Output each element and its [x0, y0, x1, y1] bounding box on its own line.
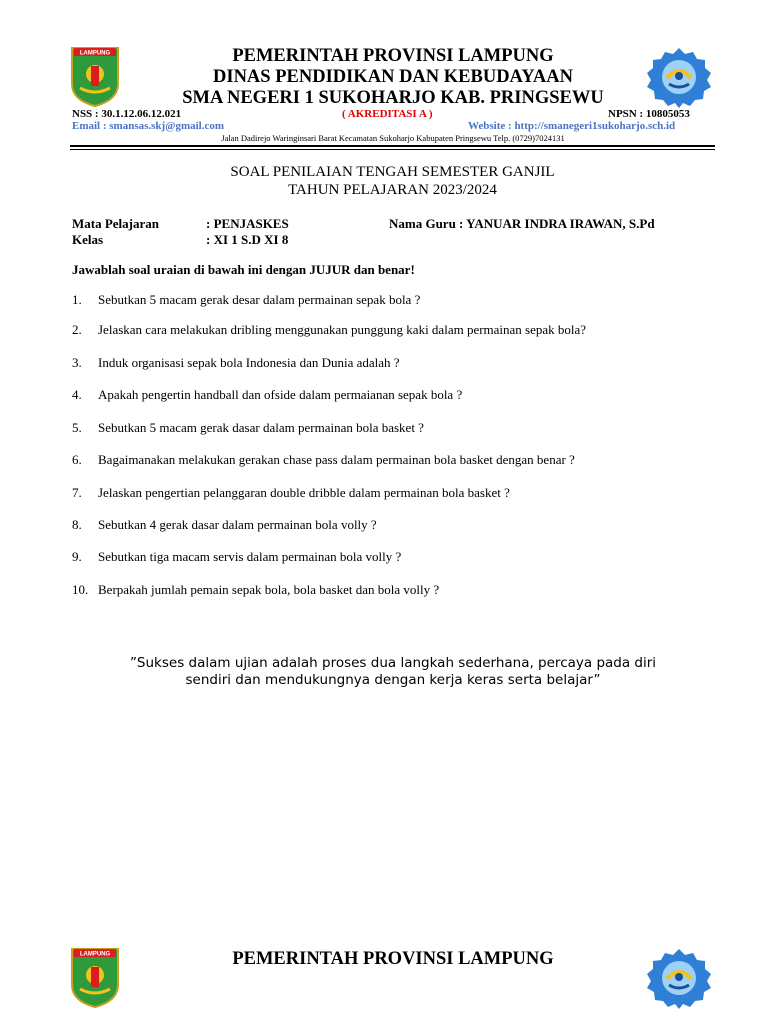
lampung-emblem-icon [70, 44, 120, 108]
lampung-emblem-icon [70, 945, 120, 1009]
question-item: 3. Induk organisasi sepak bola Indonesia dan Dunia adalah ? [72, 355, 400, 370]
quote-line-1: ”Sukses dalam ujian adalah proses dua langkah sederhana, percaya pada diri [129, 655, 657, 671]
question-item: 2. Jelaskan cara melakukan dribling menggunakan punggung kaki dalam permainan sepak bola? [72, 322, 587, 337]
question-item: 7. Jelaskan pengertian pelanggaran double dribble dalam permainan bola basket ? [72, 485, 510, 500]
header-school: SMA NEGERI 1 SUKOHARJO KAB. PRINGSEWU [182, 88, 604, 108]
accreditation: ( AKREDITASI A ) [342, 108, 433, 120]
header-divider [70, 145, 715, 147]
subject-label: Mata Pelajaran [72, 216, 160, 231]
subject-value: : PENJASKES [206, 216, 289, 231]
exam-year: TAHUN PELAJARAN 2023/2024 [288, 182, 497, 198]
question-item: 1. Sebutkan 5 macam gerak desar dalam permainan sepak bola ? [72, 292, 421, 307]
header-department: DINAS PENDIDIKAN DAN KEBUDAYAAN [213, 67, 573, 87]
question-item: 6. Bagaimanakan melakukan gerakan chase pass dalam permainan bola basket dengan benar ? [72, 452, 575, 467]
email-link[interactable]: Email : smansas.skj@gmail.com [72, 120, 225, 132]
next-page-header-government: PEMERINTAH PROVINSI LAMPUNG [232, 949, 554, 969]
question-item: 10. Berpakah jumlah pemain sepak bola, bola basket dan bola volly ? [72, 582, 440, 597]
class-value: : XI 1 S.D XI 8 [206, 232, 289, 247]
lampung-logo-text: LAMPUNG [79, 50, 111, 57]
website-link[interactable]: Website : http://smanegeri1sukoharjo.sch.id [468, 120, 676, 132]
header-government: PEMERINTAH PROVINSI LAMPUNG [232, 46, 554, 66]
teacher-name: Nama Guru : YANUAR INDRA IRAWAN, S.Pd [389, 216, 655, 231]
npsn-number: NPSN : 10805053 [608, 108, 690, 120]
instruction-text: Jawablah soal uraian di bawah ini dengan JUJUR dan benar! [72, 262, 415, 277]
question-item: 8. Sebutkan 4 gerak dasar dalam permainan bola volly ? [72, 517, 377, 532]
question-item: 9. Sebutkan tiga macam servis dalam permainan bola volly ? [72, 549, 402, 564]
question-item: 4. Apakah pengertin handball dan ofside dalam permaianan sepak bola ? [72, 387, 463, 402]
nss-number: NSS : 30.1.12.06.12.021 [72, 108, 182, 120]
question-item: 5. Sebutkan 5 macam gerak dasar dalam permainan bola basket ? [72, 420, 424, 435]
exam-title: SOAL PENILAIAN TENGAH SEMESTER GANJIL [230, 164, 555, 180]
quote-line-2: sendiri dan mendukungnya dengan kerja keras serta belajar” [185, 672, 601, 688]
class-label: Kelas [72, 232, 104, 247]
lampung-logo-text: LAMPUNG [79, 951, 111, 958]
header-divider-thin [70, 149, 715, 150]
school-address: Jalan Dadirejo Waringinsari Barat Kecamatan Sukoharjo Kabupaten Pringsewu Telp. (0729)7024131 [221, 133, 565, 143]
motivational-quote [80, 655, 706, 689]
